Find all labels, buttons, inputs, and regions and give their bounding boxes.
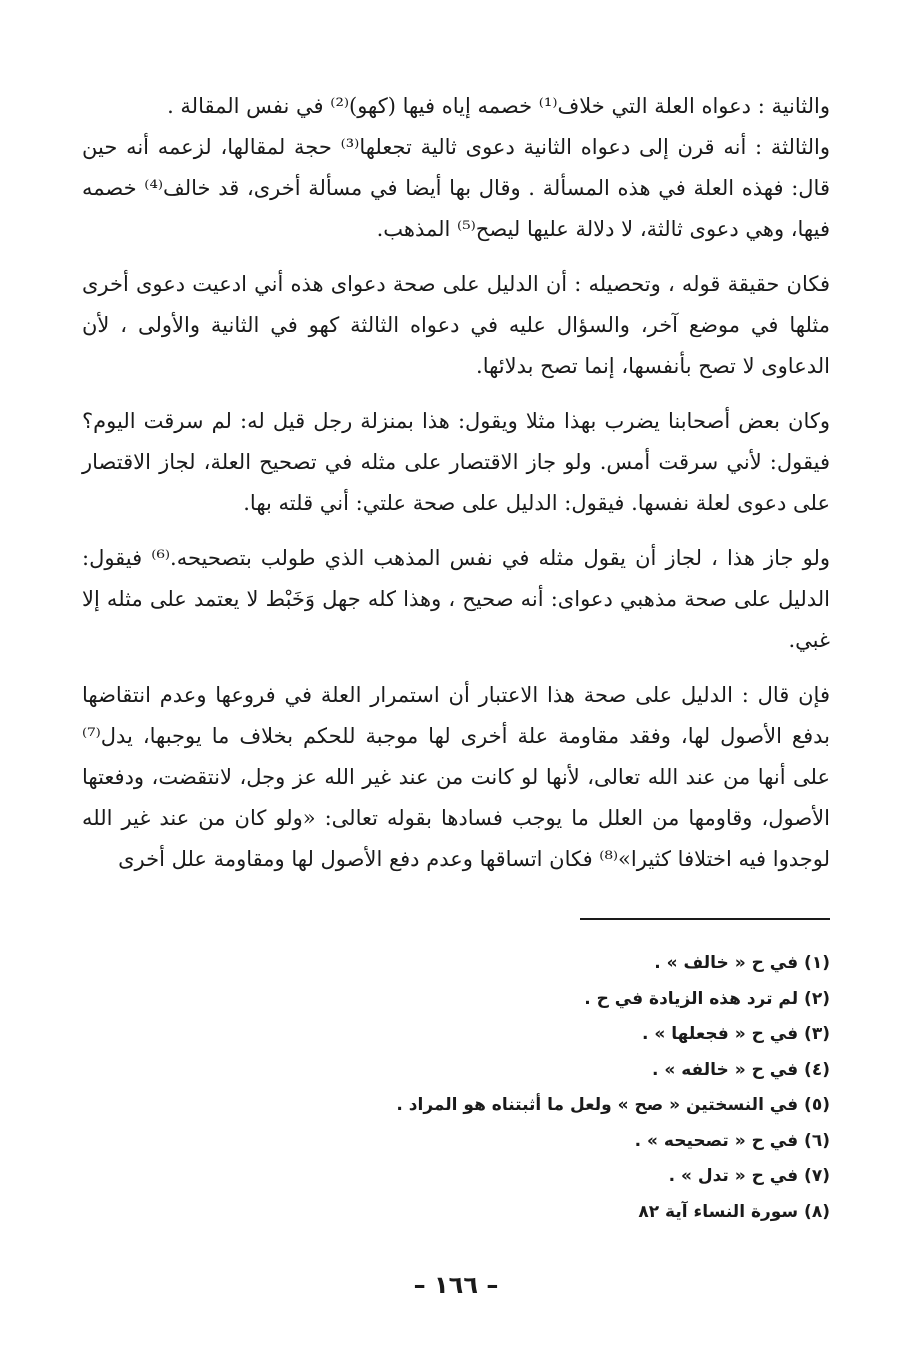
- footnote-4: (٤) في ح « خالفه » .: [651, 1059, 830, 1080]
- paragraph-third-claim: والثالثة : أنه قرن إلى دعواه الثانية دعوى ثالية تجعلها⁽³⁾ حجة لمقالها، لزعمه أنه حين قال: فهذه العلة في هذه المسألة . وقال بها أيضا في مسألة أخرى، قد خالف⁽⁴⁾ خصمه فيها، وهي دعوى ثالثة، لا دلالة عليها ليصح⁽⁵⁾ المذهب.: [82, 135, 830, 241]
- page-number: – ١٦٦ –: [413, 1271, 499, 1299]
- footnote-8: (٨) سورة النساء آية ٨٢: [638, 1201, 830, 1222]
- paragraph-consequence: ولو جاز هذا ، لجاز أن يقول مثله في نفس المذهب الذي طولب بتصحيحه.⁽⁶⁾ فيقول: الدليل على صحة مذهبي دعواى: أنه صحيح ، وهذا كله جهل وَخَبْط لا يعتمد على مثله إلا غبي.: [82, 546, 831, 652]
- footnote-6: (٦) في ح « تصحيحه » .: [634, 1130, 830, 1151]
- footnote-1: (١) في ح « خالف » .: [654, 953, 830, 973]
- paragraph-second-claim: والثانية : دعواه العلة التي خلاف⁽¹⁾ خصمه إياه فيها (كهو)⁽²⁾ في نفس المقالة .: [167, 94, 830, 118]
- main-text: [82, 86, 830, 880]
- paragraph-objection: فإن قال : الدليل على صحة هذا الاعتبار أن استمرار العلة في فروعها وعدم انتقاضها بدفع الأصول لها، وفقد مقاومة علة أخرى لها موجبة للحكم بخلاف ما يوجبها، يدل⁽⁷⁾ على أنها من عند الله تعالى، لأنها لو كانت من عند غير الله عز وجل، لانتقضت، ودفعتها الأصول، وقاومها من العلل ما يوجب فسادها بقوله تعالى: «ولو كان من عند غير الله لوجدوا فيه اختلافا كثيرا»⁽⁸⁾ فكان اتساقها وعدم دفع الأصول لها ومقاومة علل أخرى: [82, 683, 830, 871]
- footnotes-list: [82, 946, 830, 1230]
- footnote-divider: [580, 918, 830, 920]
- footnote-7: (٧) في ح « تدل » .: [668, 1166, 830, 1186]
- footnote-2: (٢) لم ترد هذه الزيادة في ح .: [584, 988, 830, 1009]
- paragraph-example: وكان بعض أصحابنا يضرب بهذا مثلا ويقول: هذا بمنزلة رجل قيل له: لم سرقت اليوم؟ فيقول: لأني سرقت أمس. ولو جاز الاقتصار على مثله في تصحيح العلة، لجاز الاقتصار على دعوى لعلة نفسها. فيقول: الدليل على صحة علتي: أني قلته بها.: [82, 409, 830, 515]
- paragraph-summary: فكان حقيقة قوله ، وتحصيله : أن الدليل على صحة دعواى هذه أني ادعيت دعوى أخرى مثلها في موضع آخر، والسؤال عليه في دعواه الثالثة كهو في الثانية والأولى ، لأن الدعاوى لا تصح بأنفسها، إنما تصح بدلائها.: [82, 272, 830, 378]
- footnote-3: (٣) في ح « فجعلها » .: [642, 1024, 830, 1044]
- footnote-5: (٥) في النسختين « صح » ولعل ما أثبتناه هو المراد .: [396, 1095, 830, 1115]
